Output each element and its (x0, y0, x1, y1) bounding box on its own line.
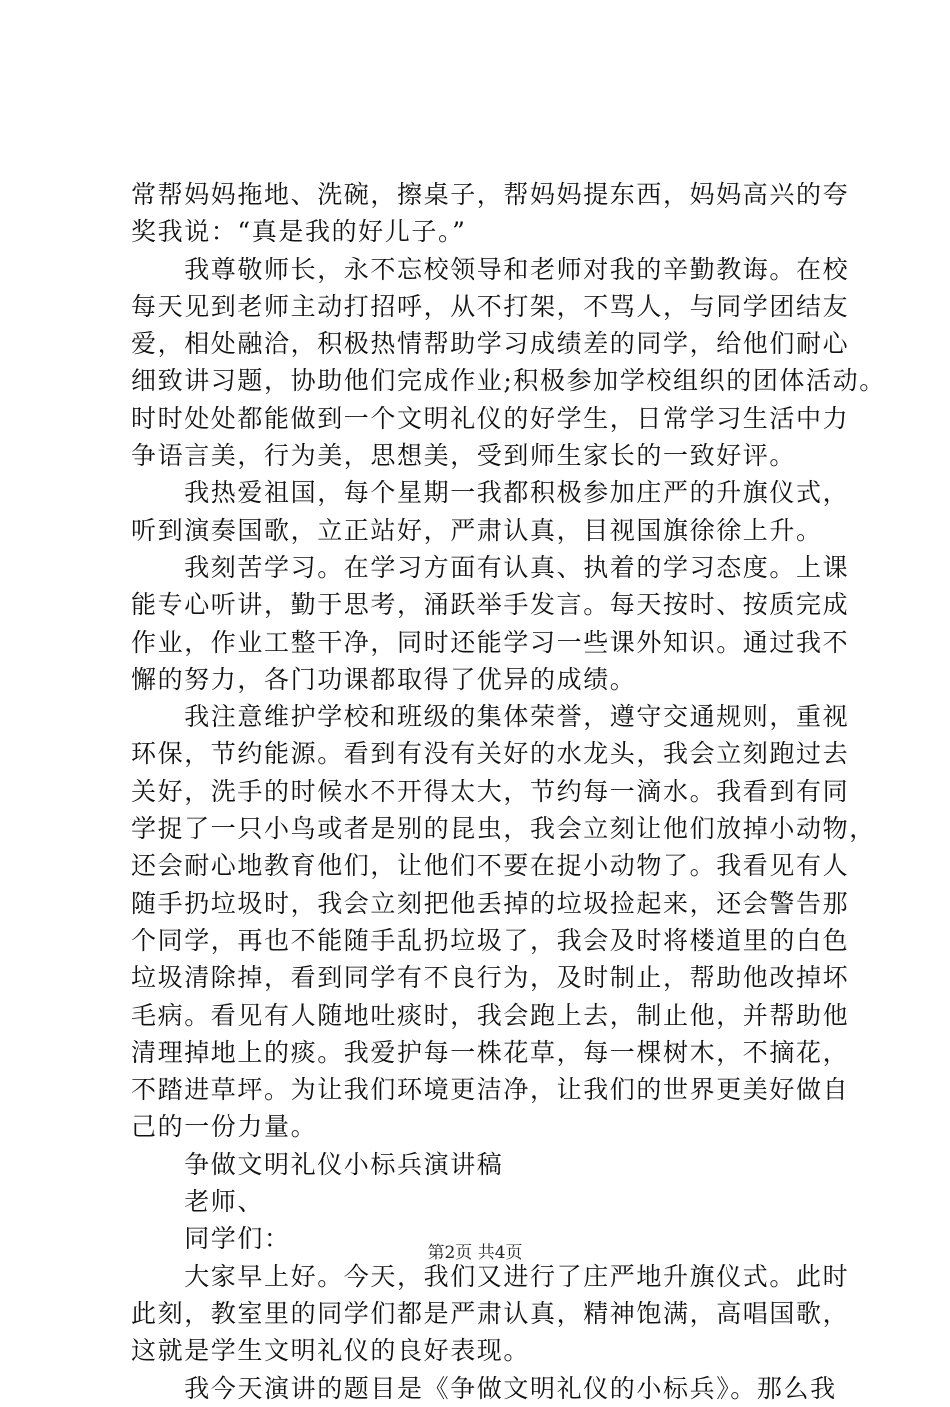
text-line: 毛病。看见有人随地吐痰时，我会跑上去，制止他，并帮助他 (131, 1000, 850, 1030)
text-line: 随手扔垃圾时，我会立刻把他丢掉的垃圾捡起来，还会警告那 (131, 888, 850, 918)
text-line: 争语言美，行为美，思想美，受到师生家长的一致好评。 (131, 441, 797, 471)
text-line: 我注意维护学校和班级的集体荣誉，遵守交通规则，重视 (131, 702, 850, 732)
speech-body-text (131, 176, 886, 1407)
text-line: 作业，作业工整干净，同时还能学习一些课外知识。通过我不 (131, 627, 850, 657)
text-line: 学捉了一只小鸟或者是别的昆虫，我会立刻让他们放掉小动物， (131, 814, 876, 844)
text-line: 还会耐心地教育他们，让他们不要在捉小动物了。我看见有人 (131, 851, 850, 881)
text-line: 不踏进草坪。为让我们环境更洁净，让我们的世界更美好做自 (131, 1075, 850, 1105)
text-line: 我尊敬师长，永不忘校领导和老师对我的辛勤教诲。在校 (131, 254, 850, 284)
text-line: 我刻苦学习。在学习方面有认真、执着的学习态度。上课 (131, 552, 850, 582)
text-line: 常帮妈妈拖地、洗碗，擦桌子，帮妈妈提东西，妈妈高兴的夸 (131, 180, 850, 209)
section-title: 争做文明礼仪小标兵演讲稿 (131, 1149, 504, 1179)
text-line: 个同学，再也不能随手乱扔垃圾了，我会及时将楼道里的白色 (131, 925, 850, 955)
text-line: 清理掉地上的痰。我爱护每一株花草，每一棵树木，不摘花， (131, 1037, 850, 1067)
text-line: 我今天演讲的题目是《争做文明礼仪的小标兵》。那么我 (131, 1373, 837, 1403)
text-line: 懈的努力，各门功课都取得了优异的成绩。 (131, 664, 637, 694)
text-line: 爱，相处融洽，积极热情帮助学习成绩差的同学，给他们耐心 (131, 329, 850, 359)
text-line: 我热爱祖国，每个星期一我都积极参加庄严的升旗仪式， (131, 478, 850, 508)
text-line: 己的一份力量。 (131, 1112, 318, 1142)
text-line: 大家早上好。今天，我们又进行了庄严地升旗仪式。此时 (131, 1261, 850, 1291)
text-line: 此刻，教室里的同学们都是严肃认真，精神饱满，高唱国歌， (131, 1298, 850, 1328)
text-line: 能专心听讲，勤于思考，涌跃举手发言。每天按时、按质完成 (131, 590, 850, 620)
page-number-footer: 第2页 共4页 (427, 1243, 523, 1263)
text-line: 奖我说：“真是我的好儿子。” (131, 217, 467, 247)
text-line: 环保，节约能源。看到有没有关好的水龙头，我会立刻跑过去 (131, 739, 850, 769)
text-line: 细致讲习题，协助他们完成作业;积极参加学校组织的团体活动。 (131, 366, 886, 396)
text-line: 每天见到老师主动打招呼，从不打架，不骂人，与同学团结友 (131, 291, 850, 321)
text-line: 时时处处都能做到一个文明礼仪的好学生，日常学习生活中力 (131, 403, 850, 433)
salutation-line: 同学们： (131, 1224, 291, 1254)
text-line: 这就是学生文明礼仪的良好表现。 (131, 1336, 531, 1366)
text-line: 听到演奏国歌，立正站好，严肃认真，目视国旗徐徐上升。 (131, 515, 823, 545)
text-line: 关好，洗手的时候水不开得太大，节约每一滴水。我看到有同 (131, 776, 850, 806)
text-line: 垃圾清除掉，看到同学有不良行为，及时制止，帮助他改掉坏 (131, 963, 850, 993)
salutation-line: 老师、 (131, 1187, 265, 1217)
